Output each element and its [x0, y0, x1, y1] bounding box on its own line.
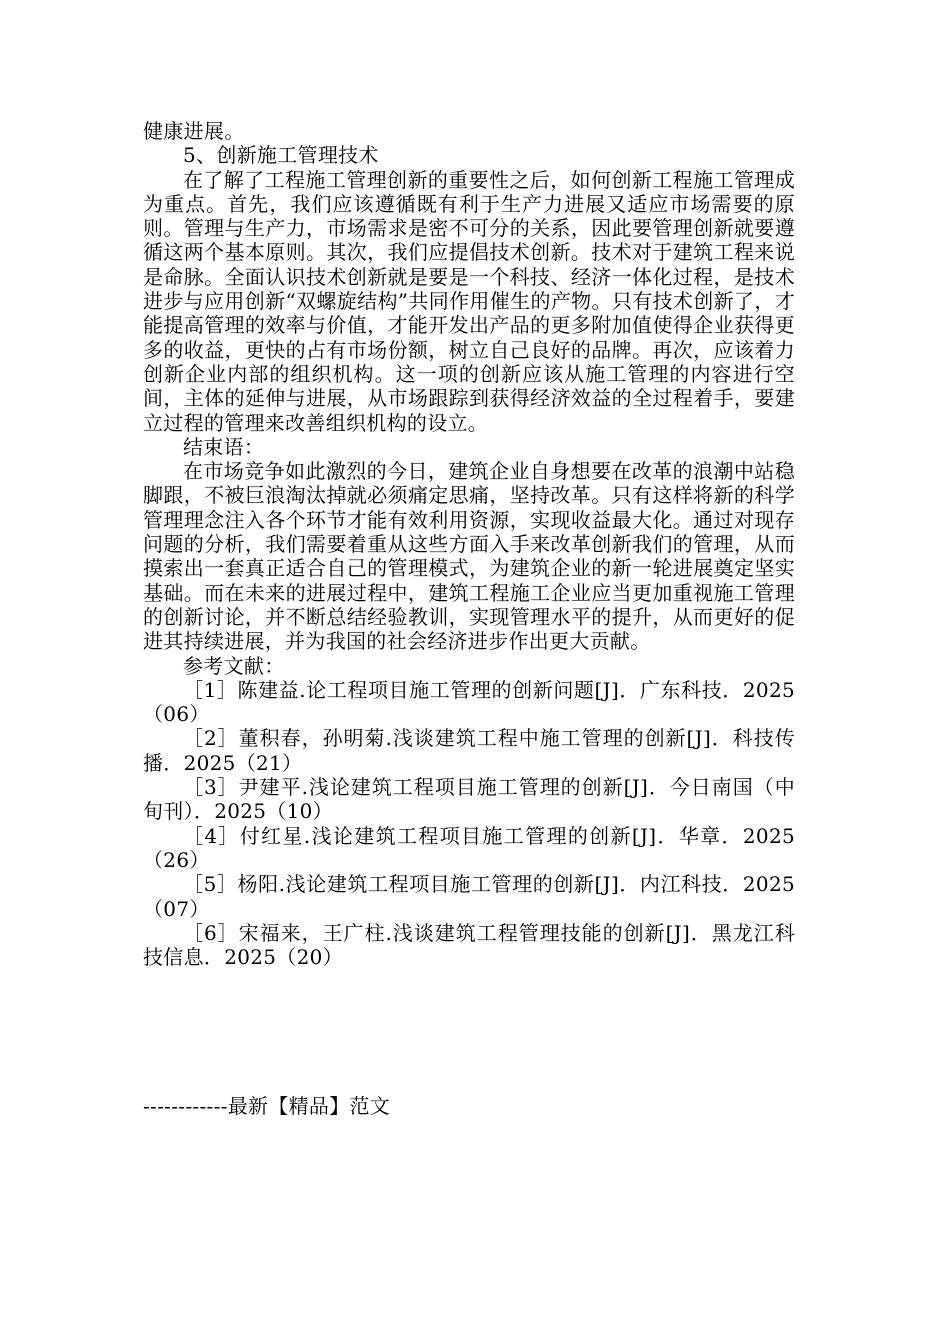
- paragraph-innovation: 在了解了工程施工管理创新的重要性之后，如何创新工程施工管理成为重点。首先，我们应该遵循既有利于生产力进展又适应市场需要的原则。管理与生产力，市场需求是密不可分的关系，因此要管理创新就要遵循这两个基本原则。其次，我们应提倡技术创新。技术对于建筑工程来说是命脉。全面认识技术创新就是要是一个科技、经济一体化过程，是技术进步与应用创新“双螺旋结构”共同作用催生的产物。只有技术创新了，才能提高管理的效率与价值，才能开发出产品的更多附加值使得企业获得更多的收益，更快的占有市场份额，树立自己良好的品牌。再次，应该着力创新企业内部的组织机构。这一项的创新应该从施工管理的内容进行空间，主体的延伸与进展，从市场跟踪到获得经济效益的全过程着手，要建立过程的管理来改善组织机构的设立。: [143, 167, 795, 435]
- paragraph-conclusion: 在市场竞争如此激烈的今日，建筑企业自身想要在改革的浪潮中站稳脚跟，不被巨浪淘汰掉就必须痛定思痛，坚持改革。只有这样将新的科学管理理念注入各个环节才能有效利用资源，实现收益最大化。通过对现存问题的分析，我们需要着重从这些方面入手来改革创新我们的管理，从而摸索出一套真正适合自己的管理模式，为建筑企业的新一轮进展奠定坚实基础。而在未来的进展过程中，建筑工程施工企业应当更加重视施工管理的创新讨论，并不断总结经验教训，实现管理水平的提升，从而更好的促进其持续进展，并为我国的社会经济进步作出更大贡献。: [143, 459, 795, 654]
- paragraph-continuation: 健康进展。: [143, 119, 245, 143]
- section-heading: 5、创新施工管理技术: [183, 143, 379, 168]
- reference-item: ［2］董积春，孙明菊.浅谈建筑工程中施工管理的创新[J]．科技传播．2025（21）: [143, 726, 795, 775]
- reference-item: ［5］杨阳.浅论建筑工程项目施工管理的创新[J]．内江科技．2025（07）: [143, 872, 795, 921]
- reference-item: ［3］尹建平.浅论建筑工程项目施工管理的创新[J]．今日南国（中旬刊）．2025（10）: [143, 775, 795, 824]
- reference-item: ［4］付红星.浅论建筑工程项目施工管理的创新[J]．华章．2025（26）: [143, 823, 795, 872]
- reference-item: ［6］宋福来，王广柱.浅谈建筑工程管理技能的创新[J]．黑龙江科技信息．2025（20）: [143, 920, 795, 970]
- conclusion-heading: 结束语：: [183, 434, 265, 459]
- page-footer: ------------最新【精品】范文: [143, 1094, 391, 1118]
- document-body: [143, 119, 795, 969]
- references-heading: 参考文献：: [183, 653, 285, 678]
- reference-item: ［1］陈建益.论工程项目施工管理的创新问题[J]．广东科技．2025（06）: [143, 677, 795, 727]
